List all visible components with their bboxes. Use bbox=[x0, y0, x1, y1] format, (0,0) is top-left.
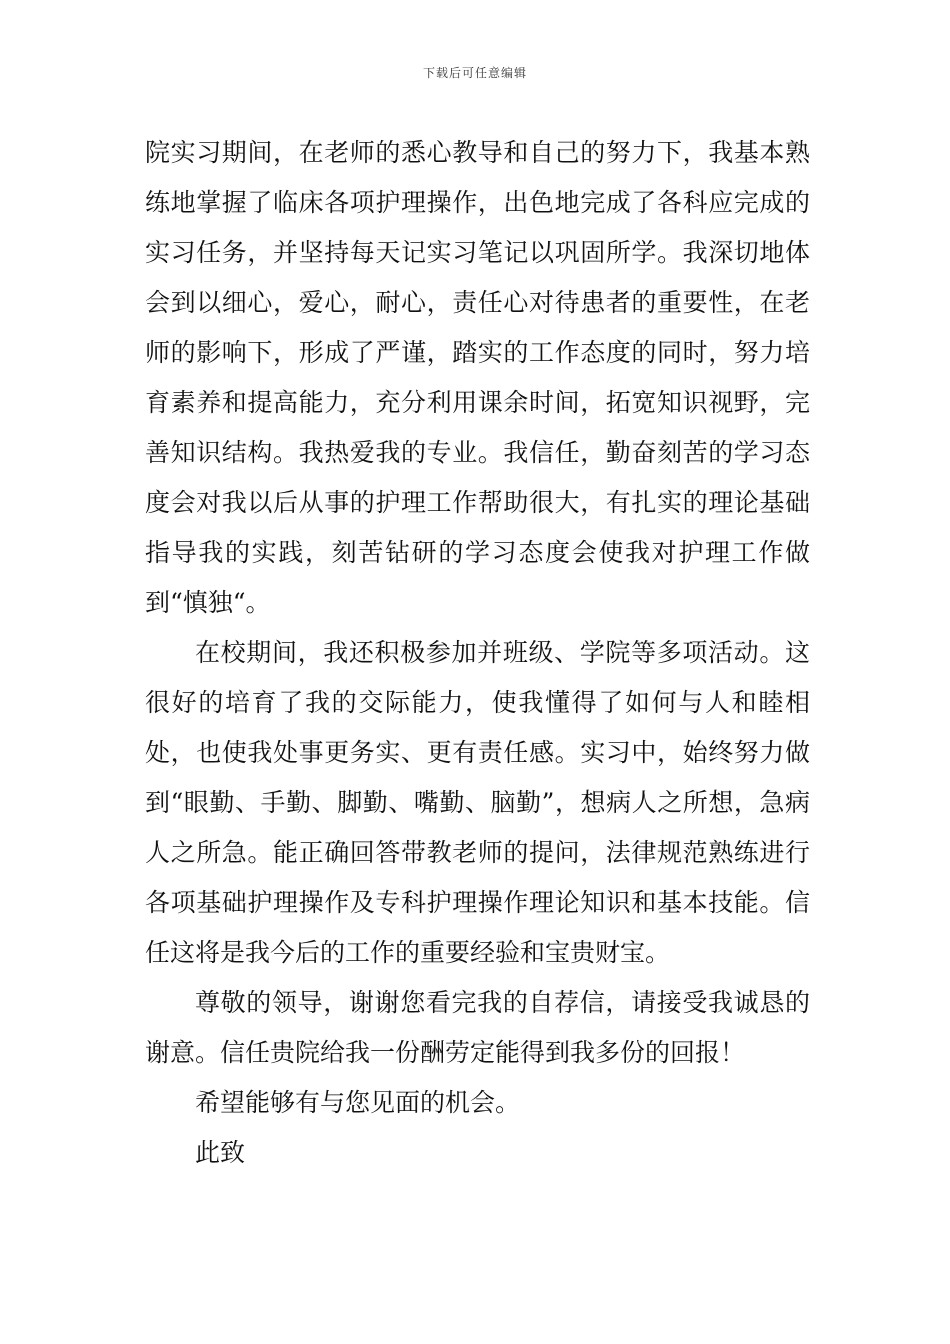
paragraph-closing: 此致 bbox=[195, 1138, 246, 1167]
letter-body bbox=[145, 128, 810, 1178]
paragraph-school-activities: 在校期间，我还积极参加并班级、学院等多项活动。这很好的培育了我的交际能力，使我懂得了如何与人和睦相处，也使我处事更务实、更有责任感。实习中，始终努力做到“眼勤、手勤、脚勤、嘴勤、脑勤”，想病人之所想，急病人之所急。能正确回答带教老师的提问，法律规范熟练进行各项基础护理操作及专科护理操作理论知识和基本技能。信任这将是我今后的工作的重要经验和宝贵财宝。 bbox=[145, 638, 810, 967]
paragraph-thanks: 尊敬的领导，谢谢您看完我的自荐信，请接受我诚恳的谢意。信任贵院给我一份酬劳定能得到我多份的回报！ bbox=[145, 988, 810, 1067]
paragraph-hope: 希望能够有与您见面的机会。 bbox=[195, 1088, 521, 1117]
download-note: 下载后可任意编辑 bbox=[422, 66, 527, 80]
paragraph-internship: 院实习期间，在老师的悉心教导和自己的努力下，我基本熟练地掌握了临床各项护理操作，出色地完成了各科应完成的实习任务，并坚持每天记实习笔记以巩固所学。我深切地体会到以细心，爱心，耐心，责任心对待患者的重要性，在老师的影响下，形成了严谨，踏实的工作态度的同时，努力培育素养和提高能力，充分利用课余时间，拓宽知识视野，完善知识结构。我热爱我的专业。我信任，勤奋刻苦的学习态度会对我以后从事的护理工作帮助很大，有扎实的理论基础指导我的实践，刻苦钻研的学习态度会使我对护理工作做到“慎独“。 bbox=[145, 138, 810, 617]
